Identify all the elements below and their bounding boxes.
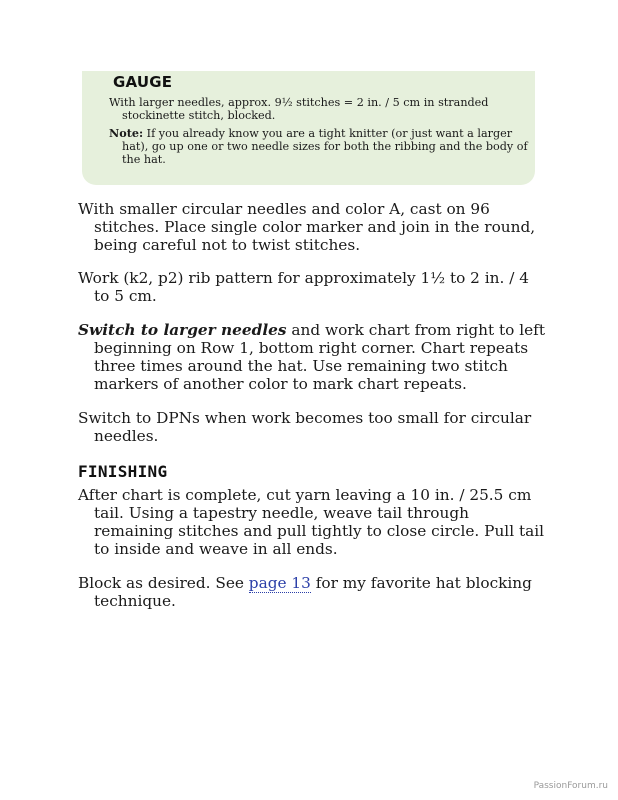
gauge-text: With larger needles, approx. 9½ stitches = 2 in. / 5 cm in stranded stockinette stitch, blocked. xyxy=(109,96,489,122)
gauge-title: GAUGE xyxy=(113,73,173,91)
chart-paragraph-text: and work chart from right to left beginning on Row 1, bottom right corner. Chart repeats three times around the hat. Use remaining two stitch markers of another color to mark chart repeats. xyxy=(94,321,545,393)
blocking-paragraph xyxy=(78,574,548,610)
blocking-text-before: Block as desired. See xyxy=(78,574,249,592)
blocking-text-after: for my favorite hat blocking technique. xyxy=(94,574,532,610)
switch-needles-emphasis: Switch to larger needles xyxy=(78,321,287,339)
gauge-note xyxy=(109,127,538,166)
chart-paragraph xyxy=(78,321,548,393)
watermark: PassionForum.ru xyxy=(533,781,608,791)
page-13-link[interactable]: page 13 xyxy=(248,574,311,592)
note-text: If you already know you are a tight knitter (or just want a larger hat), go up one or two needle sizes for both the ribbing and the body of the hat. xyxy=(122,127,528,166)
note-label: Note: xyxy=(109,126,144,140)
finishing-paragraph: After chart is complete, cut yarn leaving a 10 in. / 25.5 cm tail. Using a tapestry needle, weave tail through remaining stitches and pull tightly to close circle. Pull tail to inside and weave in all ends. xyxy=(78,486,545,558)
gauge-box xyxy=(82,71,535,185)
finishing-heading: FINISHING xyxy=(78,462,168,481)
dpn-paragraph: Switch to DPNs when work becomes too small for circular needles. xyxy=(78,409,532,445)
cast-on-paragraph: With smaller circular needles and color A, cast on 96 stitches. Place single color marker and join in the round, being careful not to twist stitches. xyxy=(78,200,536,254)
rib-paragraph: Work (k2, p2) rib pattern for approximately 1½ to 2 in. / 4 to 5 cm. xyxy=(78,269,529,305)
